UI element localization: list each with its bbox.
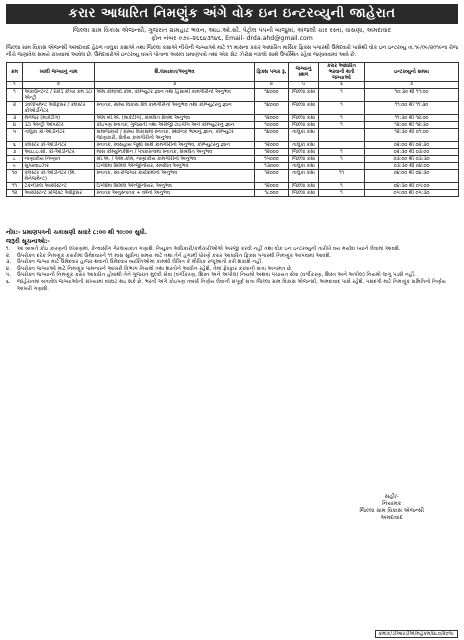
- table-row: [7, 102, 459, 115]
- cell-post: આસીસ્ટન્ટ પ્રોજેક્ટ ઓફિસર: [23, 190, 95, 197]
- cell-post: આઇ.ઇ.સી. કો-ઓર્ડીનેટર: [23, 149, 95, 156]
- cell-qualification: એમ.કોમ/બી.કોમ, કોમ્પ્યુટર જ્ઞાન તથા હિસાબી કામગીરીનો અનુભવ: [95, 89, 255, 102]
- signatory-org: જિલ્લા ગ્રામ વિકાસ એજન્સી: [359, 508, 424, 514]
- cell-time: ૦૨:૦૦ થી ૦૨:૩૦: [365, 142, 459, 149]
- cell-count: [319, 129, 365, 142]
- cell-place: તાલુકા કક્ષા: [289, 129, 319, 142]
- cell-time: ૦૪:૦૦ થી ૦૪:૩૦: [365, 170, 459, 183]
- signatory-city: અમદાવાદ: [380, 515, 403, 521]
- list-item: [6, 259, 458, 266]
- cell-time: ૧૦:૩૦ થી ૧૧:૦૦: [365, 89, 459, 102]
- note-number: ૫.: [6, 272, 12, 279]
- notice-title-banner: કરાર આધારિત નિમણુંક અંગે વોક ઇન ઇન્ટરવ્યુની જાહેરાત: [6, 4, 458, 24]
- col-number: ૭: [365, 82, 459, 89]
- cell-time: ૦૪:૩૦ થી ૦૫:૦૦: [365, 183, 459, 190]
- contact-line: ફોન નંબર ૦૭૯-૨૬૬૪૩૧૪૬, Email- drda.ahd@gmail.com: [151, 35, 313, 42]
- note-text: જાહેરાતમાં બતાવેલ જગ્યાઓની સંખ્યામાં વધઘટ થઇ શકે છે. ભરતી અંગે કોઇપણ તબક્કે નિર્ણય લેવાની સંપૂર્ણ સત્તા જિલ્લા ગ્રામ વિકાસ એજન્સી, અમદાવાદ પાસે રહેશે. પસંદગી માટે નિમણૂંક સમિતિનો નિર્ણય આખરી ગણાશે.: [17, 278, 446, 292]
- cell-place: જિલ્લા કક્ષા: [289, 156, 319, 163]
- cell-place: જિલ્લા કક્ષા: [289, 149, 319, 156]
- cell-qualification: માસ કોમ્યુનિકેશન / પત્રકારત્વમાં સ્નાતક, સંબંધિત અનુભવ: [95, 149, 255, 156]
- cell-pay: ૧૨૦૦૦: [255, 183, 289, 190]
- col-number: ૩: [95, 82, 255, 89]
- cell-pay: ૧૨૦૦૦: [255, 142, 289, 149]
- table-row: [7, 170, 459, 183]
- cell-post: તાલુકા કો-ઓર્ડીનેટર: [23, 129, 95, 142]
- cell-place: જિલ્લા કક્ષા: [289, 190, 319, 197]
- cell-post: ડેવલોપમેન્ટ ઓફિસર / ક્લસ્ટર કોઓર્ડીનેટર: [23, 102, 95, 115]
- cell-count: ૧: [319, 122, 365, 129]
- cell-qualification: સમાજકાર્ય / ગ્રામ્ય વિકાસમાં સ્નાતક, સ્થાનિક ભાષાનું જ્ઞાન, કોમ્પ્યુટર જાણકારી, ક્ષેત્રીય કામગીરીનો અનુભવ: [95, 129, 255, 142]
- notes-list: [6, 246, 458, 292]
- cell-count: ૧: [319, 115, 365, 122]
- cell-qualification: કોઇપણ સ્નાતક, ગુજરાતી તથા અંગ્રેજી ટાઇપીંગ અને કોમ્પ્યુટરનું જ્ઞાન: [95, 122, 255, 129]
- col-header-pay: ફિક્સ પગાર રૂ.: [255, 63, 289, 82]
- cell-count: [319, 163, 365, 170]
- col-number: ૧: [7, 82, 23, 89]
- cell-serial: ૧: [7, 89, 23, 102]
- cell-serial: ૧૦: [7, 170, 23, 183]
- note-text: ઉપરોક્ત જગ્યાઓ માટે નિમણૂંક પામનારને આખરી વિભાગ નિયમો તથા શરતોને આધીન રહેશે, તેમાં ફેરફાર કરવાની સત્તા અનામત છે.: [17, 265, 293, 272]
- col-header-qualification: શૈ.લાયકાત/અનુભવ: [95, 63, 255, 82]
- list-item: [6, 272, 458, 279]
- cell-post: સુપરવાઇઝર: [23, 163, 95, 170]
- col-number: ૨: [23, 82, 95, 89]
- cell-post: ડેટા એન્ટ્રી ઓપરેટર: [23, 122, 95, 129]
- signature-mark: સહી/-: [384, 494, 399, 500]
- col-header-time: ઇન્ટરવ્યુનો સમય: [365, 63, 459, 82]
- cell-place: જિલ્લા કક્ષા: [289, 183, 319, 190]
- table-row: [7, 183, 459, 190]
- cell-time: ૦૩:૩૦ થી ૦૪:૦૦: [365, 163, 459, 170]
- cell-serial: ૯: [7, 163, 23, 170]
- col-number: ૪: [255, 82, 289, 89]
- col-header-post: ખાલી જગ્યાનું નામ: [23, 63, 95, 82]
- notes-heading: જરૂરી સૂચનાઓ:-: [6, 238, 50, 245]
- cell-qualification: સ્નાતક, ગ્રામ્ય વિકાસ ક્ષેત્રે કામગીરીનો અનુભવ તથા કોમ્પ્યુટરનું જ્ઞાન: [95, 102, 255, 115]
- cell-time: ૦૨:૩૦ થી ૦૩:૦૦: [365, 149, 459, 156]
- note-text: ઉપરોક્ત જગ્યા માટે ઉમેદવાર હાજર થવાની ઉમેદવાર વ્યક્તિઓમાં કામથી લેખિત કે મૌખિક રજૂઆતો કરી શકાશે નહીં.: [17, 259, 263, 266]
- column-number-row: [7, 82, 459, 89]
- note-text: ઉપરોક્ત દરેક નિમણૂંક કરારીમાં ઉમેદવારને ૧૧ માસ સુધીના સમય માટે તથા તેને હંગામી ધોરણે કરાર આધારિત ફિક્સ પગારથી નિમણૂંક આપવામાં આવશે.: [17, 252, 332, 259]
- table-row: [7, 89, 459, 102]
- cell-count: ૧: [319, 183, 365, 190]
- cell-serial: ૭: [7, 149, 23, 156]
- cell-serial: ૪: [7, 122, 23, 129]
- signature-block: [359, 494, 424, 522]
- vacancy-table-body: [7, 89, 459, 197]
- cell-place: તાલુકા કક્ષા: [289, 170, 319, 183]
- cell-pay: ૧૨૦૦૦: [255, 115, 289, 122]
- note-number: ૧.: [6, 246, 11, 252]
- list-item: [6, 246, 458, 253]
- organization-address: જિલ્લા ગ્રામ વિકાસ એજન્સી, ગુજરાત ગ્રામહાટ ભવન, આઇ.ઓ.સી. પેટ્રોલ પંપની બાજુમાં, અંજલી ચાર રસ્તા, વાસણા, અમદાવાદ: [72, 27, 392, 34]
- col-number: ૬: [319, 82, 365, 89]
- cell-post: નાણાંકીય નિષ્ણાત: [23, 156, 95, 163]
- cell-place: જિલ્લા કક્ષા: [289, 89, 319, 102]
- table-row: [7, 122, 459, 129]
- cell-count: ૧: [319, 149, 365, 156]
- cell-post: મેનેજર (માર્કેટીંગ): [23, 115, 95, 122]
- cell-qualification: એમ.બી.એ. (માર્કેટીંગ), સંબંધિત ક્ષેત્રમાં અનુભવ: [95, 115, 255, 122]
- col-header-count: કરાર આધારિત ભરવાની થતી જગ્યાઓ: [319, 63, 365, 82]
- cell-pay: ૧૦૦૦૦: [255, 122, 289, 129]
- cell-place: તાલુકા કક્ષા: [289, 163, 319, 170]
- cell-count: ૧: [319, 156, 365, 163]
- cell-pay: ૧૫૦૦૦: [255, 156, 289, 163]
- cell-serial: ૧૧: [7, 183, 23, 190]
- cell-post: એકાઉન્ટન્ટ / રેકોર્ડ કીપર કમ ડેટા એન્ટ્રી: [23, 89, 95, 102]
- table-row: [7, 190, 459, 197]
- cell-place: જિલ્લા કક્ષા: [289, 102, 319, 115]
- table-row: [7, 163, 459, 170]
- note-text: આ બાબતે કોઇ કારણની લખાણમાં, કેન્વાસીંગ ગેરલાયકાત ગણાશે. નિયુક્ત અધિકારી/કર્મચારીઓએ અરજી કરવી નહીં તથા વોક ઇન ઇન્ટરવ્યુની તારીખે વય મર્યાદા ધ્યાને લેવામાં આવશે.: [17, 246, 401, 252]
- cell-pay: ૧૩૦૦૦: [255, 163, 289, 170]
- table-row: [7, 149, 459, 156]
- cell-count: [319, 142, 365, 149]
- cell-pay: ૧૪૦૦૦: [255, 102, 289, 115]
- cell-serial: ૫: [7, 129, 23, 142]
- cell-count: ૧: [319, 89, 365, 102]
- table-row: [7, 115, 459, 122]
- cell-pay: ૧૪૦૦૦: [255, 129, 289, 142]
- cell-serial: ૬: [7, 142, 23, 149]
- note-text: ઉપરોક્ત જગ્યાની નિમણૂંક કરાર આધારિત હોવાથી તેને ગુજરાત મુલ્કી સેવા (વર્ગીકરણ, શિસ્ત અને અપીલ) નિયમો અથવા પંચાયત સેવા (વર્ગીકરણ, શિસ્ત અને અપીલ) નિયમો લાગુ પડશે નહીં.: [17, 272, 416, 279]
- table-row: [7, 129, 459, 142]
- table-header-row: [7, 63, 459, 82]
- cell-post: ક્લસ્ટર કો-ઓર્ડીનેટર (મિ. મેનેજમેન્ટ): [23, 170, 95, 183]
- cell-place: જિલ્લા કક્ષા: [289, 115, 319, 122]
- cell-place: જિલ્લા કક્ષા: [289, 122, 319, 129]
- note-number: ૨.: [6, 252, 11, 259]
- list-item: [6, 279, 458, 292]
- cell-time: ૧૨:૦૦ થી ૧૨:૩૦: [365, 122, 459, 129]
- table-row: [7, 142, 459, 149]
- vacancy-table: [6, 62, 459, 197]
- cell-pay: ૧૨૦૦૦: [255, 170, 289, 183]
- cell-qualification: સ્નાતક, સ્વસહાય જૂથો સાથે કામગીરીનો અનુભવ, કોમ્પ્યુટરનું જ્ઞાન: [95, 142, 255, 149]
- cell-qualification: સી.એ. / એમ.કોમ, નાણાંકીય કામગીરીનો અનુભવ: [95, 156, 255, 163]
- cell-time: ૧૨:૩૦ થી ૦૧:૦૦: [365, 129, 459, 142]
- cell-pay: ૧૪૦૦૦: [255, 89, 289, 102]
- note-number: ૬.: [6, 278, 11, 285]
- cell-qualification: સ્નાતક અનુસ્નાતક + વર્ષનો અનુભવ: [95, 190, 255, 197]
- cell-time: ૧૧:૩૦ થી ૧૨:૦૦: [365, 115, 459, 122]
- col-header-serial: ક્રમ: [7, 63, 23, 82]
- verification-time-note: નોંધ:- પ્રમાણપત્રની ચકાસણી સવારે ૮:૦૦ થી ૧૦:૦૦ સુધી.: [6, 229, 148, 236]
- cell-serial: ૩: [7, 115, 23, 122]
- cell-post: ટેકનીકલ આસીસ્ટન્ટ: [23, 183, 95, 190]
- cell-time: ૦૩:૦૦ થી ૦૩:૩૦: [365, 156, 459, 163]
- note-number: ૪.: [6, 265, 11, 272]
- cell-post: ક્લસ્ટર કો-ઓર્ડીનેટર: [23, 142, 95, 149]
- cell-serial: ૨: [7, 102, 23, 115]
- cell-qualification: સ્નાતક, સ્વ-રોજગાર કાર્યક્રમોનો અનુભવ: [95, 170, 255, 183]
- cell-time: ૧૧:૦૦ થી ૧૧:૩૦: [365, 102, 459, 115]
- cell-place: તાલુકા કક્ષા: [289, 142, 319, 149]
- note-number: ૩.: [6, 259, 12, 266]
- col-number: ૫: [289, 82, 319, 89]
- cell-qualification: ડિપ્લોમા સિવિલ એન્જીનીયર, અનુભવ: [95, 183, 255, 190]
- cell-serial: ૮: [7, 156, 23, 163]
- cell-pay: ૧૮૦૦૦: [255, 190, 289, 197]
- cell-count: ૧: [319, 102, 365, 115]
- signatory-title: નિયામક: [382, 501, 402, 507]
- reference-code: ક્રમાંક/ડીઆરડીએ/મહેકમ/૪૮૦/૨૦૧૯: [375, 630, 459, 638]
- intro-paragraph: જિલ્લા ગ્રામ વિકાસ એજન્સી અમદાવાદ હેઠળ તાલુકા કક્ષાએ તથા જિલ્લા કક્ષાએ નીચેની જગ્યાઓ માટે ૧૧ માસના કરાર આધારિત માસિક ફિક્સ પગારથી ઉમેદવારો પાસેથી વોક ઇન ઇન્ટરવ્યુ તા.૧૯/૦૯/૨૦૧૯ના રોજ નીચે જણાવેલ સમયે રાખવામાં આવેલ છે. ઉમેદવારોએ ઇન્ટરવ્યુ વખતે પોતાના અસલ પ્રમાણપત્રો તથા એક સેટ ઝેરોક્ષ નકલો સાથે ઉપસ્થિત રહેવા જણાવવામાં આવે છે.: [6, 45, 458, 58]
- cell-count: ૧: [319, 190, 365, 197]
- cell-serial: ૧૨: [7, 190, 23, 197]
- cell-pay: ૧૨૦૦૦: [255, 149, 289, 156]
- table-row: [7, 156, 459, 163]
- cell-time: ૦૫:૦૦ થી ૦૫:૩૦: [365, 190, 459, 197]
- col-header-place: જગ્યાનું સ્થળ: [289, 63, 319, 82]
- cell-count: ૧૧: [319, 170, 365, 183]
- cell-qualification: ડિપ્લોમા સિવિલ એન્જીનીયર, સંબંધિત અનુભવ: [95, 163, 255, 170]
